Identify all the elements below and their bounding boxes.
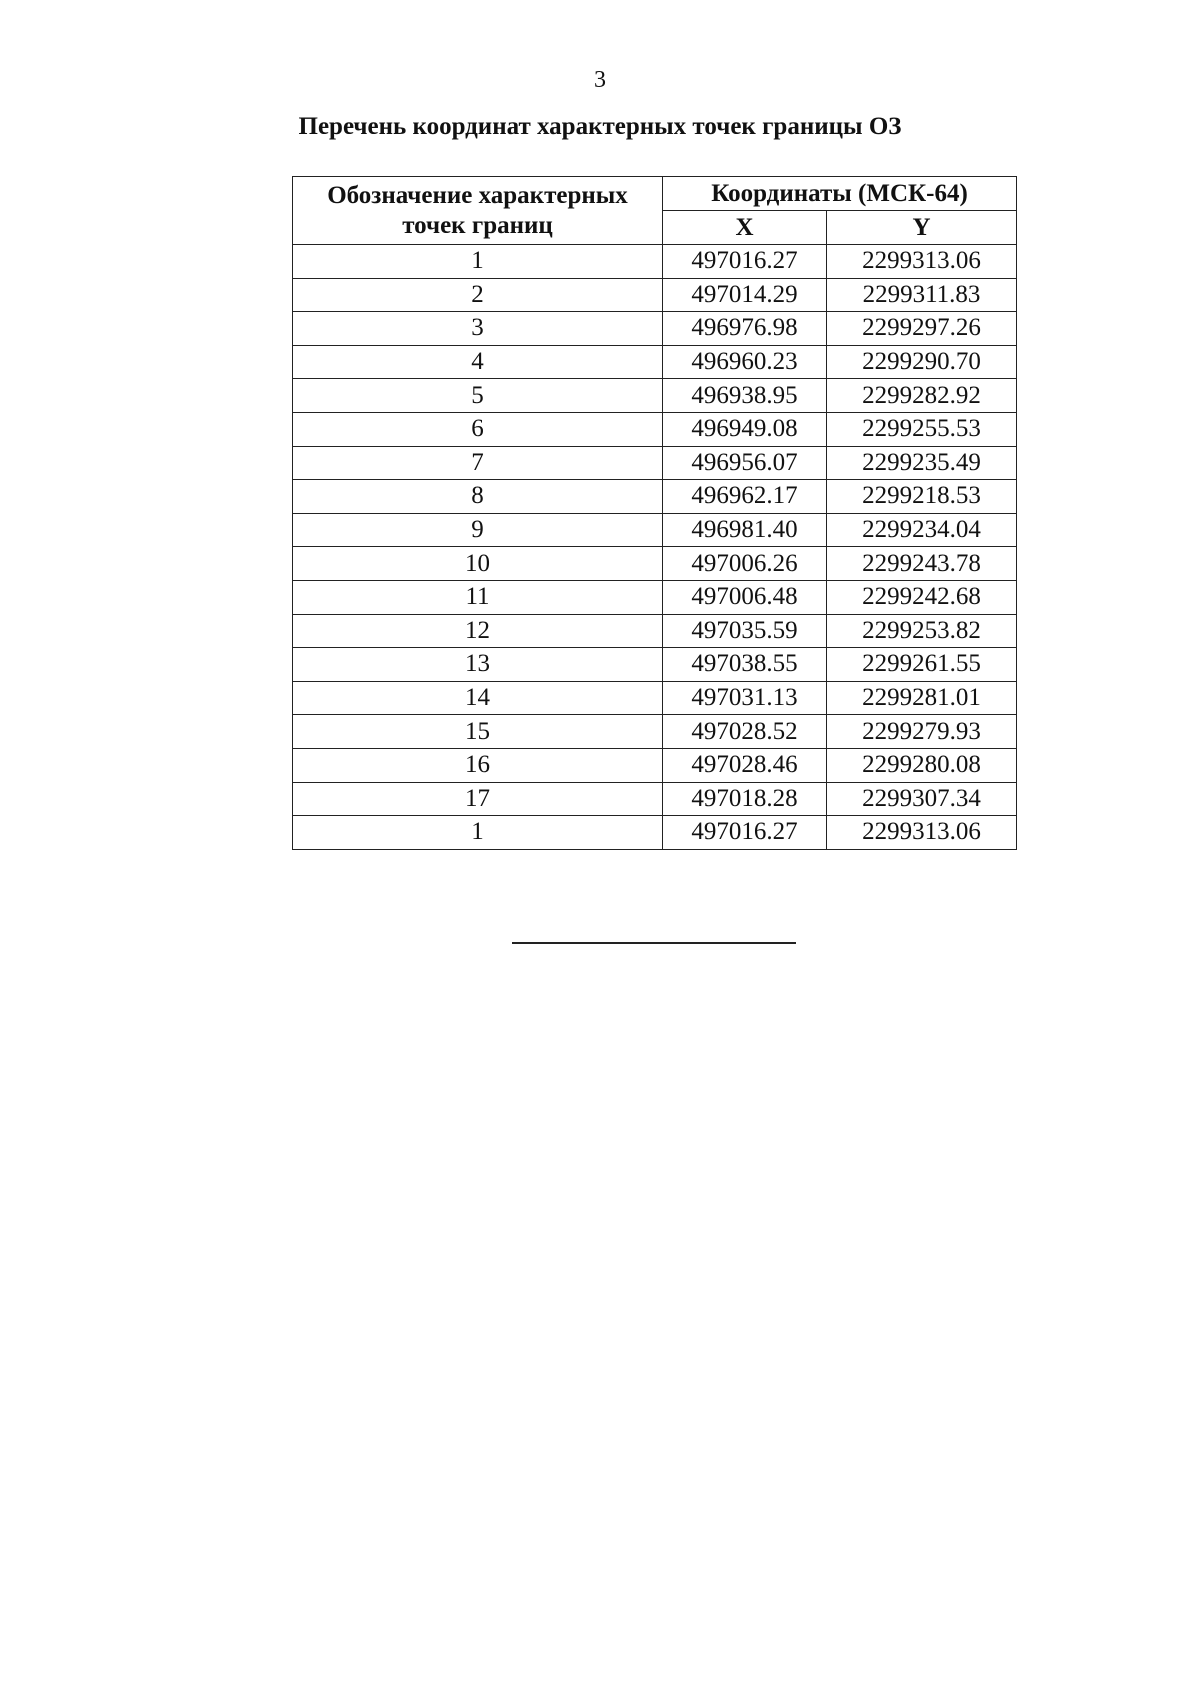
y-coordinate-cell: 2299313.06 xyxy=(827,245,1017,279)
table-row xyxy=(293,480,1017,514)
x-coordinate-cell: 497028.52 xyxy=(663,715,827,749)
y-coordinate-cell: 2299282.92 xyxy=(827,379,1017,413)
table-row xyxy=(293,681,1017,715)
point-cell: 7 xyxy=(293,446,663,480)
x-coordinate-cell: 497028.46 xyxy=(663,748,827,782)
closing-rule xyxy=(512,942,796,944)
x-coordinate-cell: 496976.98 xyxy=(663,312,827,346)
point-cell: 17 xyxy=(293,782,663,816)
table-row xyxy=(293,412,1017,446)
table-body xyxy=(293,245,1017,850)
y-coordinate-cell: 2299297.26 xyxy=(827,312,1017,346)
table-row xyxy=(293,547,1017,581)
header-point-designation: Обозначение характерных точек границ xyxy=(293,177,663,245)
y-coordinate-cell: 2299280.08 xyxy=(827,748,1017,782)
table-row xyxy=(293,580,1017,614)
x-coordinate-cell: 497006.48 xyxy=(663,580,827,614)
y-coordinate-cell: 2299311.83 xyxy=(827,278,1017,312)
point-cell: 13 xyxy=(293,648,663,682)
point-cell: 11 xyxy=(293,580,663,614)
x-coordinate-cell: 497014.29 xyxy=(663,278,827,312)
table-header xyxy=(293,177,1017,245)
x-coordinate-cell: 497018.28 xyxy=(663,782,827,816)
point-cell: 3 xyxy=(293,312,663,346)
table-row xyxy=(293,245,1017,279)
y-coordinate-cell: 2299261.55 xyxy=(827,648,1017,682)
y-coordinate-cell: 2299243.78 xyxy=(827,547,1017,581)
point-cell: 1 xyxy=(293,245,663,279)
table-row xyxy=(293,379,1017,413)
y-coordinate-cell: 2299307.34 xyxy=(827,782,1017,816)
y-coordinate-cell: 2299234.04 xyxy=(827,513,1017,547)
header-y: Y xyxy=(827,211,1017,245)
document-title: Перечень координат характерных точек границы ОЗ xyxy=(298,113,902,140)
header-coordinates-group: Координаты (МСК-64) xyxy=(663,177,1017,211)
x-coordinate-cell: 496960.23 xyxy=(663,345,827,379)
x-coordinate-cell: 497035.59 xyxy=(663,614,827,648)
point-cell: 2 xyxy=(293,278,663,312)
x-coordinate-cell: 496938.95 xyxy=(663,379,827,413)
x-coordinate-cell: 496949.08 xyxy=(663,412,827,446)
page-number: 3 xyxy=(594,67,606,93)
x-coordinate-cell: 496956.07 xyxy=(663,446,827,480)
x-coordinate-cell: 497016.27 xyxy=(663,245,827,279)
point-cell: 16 xyxy=(293,748,663,782)
table-row xyxy=(293,345,1017,379)
table-row xyxy=(293,816,1017,850)
table-row xyxy=(293,782,1017,816)
point-cell: 1 xyxy=(293,816,663,850)
table-row xyxy=(293,648,1017,682)
y-coordinate-cell: 2299279.93 xyxy=(827,715,1017,749)
point-cell: 8 xyxy=(293,480,663,514)
point-cell: 6 xyxy=(293,412,663,446)
point-cell: 10 xyxy=(293,547,663,581)
x-coordinate-cell: 497006.26 xyxy=(663,547,827,581)
point-cell: 15 xyxy=(293,715,663,749)
y-coordinate-cell: 2299290.70 xyxy=(827,345,1017,379)
point-cell: 12 xyxy=(293,614,663,648)
x-coordinate-cell: 497038.55 xyxy=(663,648,827,682)
y-coordinate-cell: 2299255.53 xyxy=(827,412,1017,446)
point-cell: 4 xyxy=(293,345,663,379)
header-x: X xyxy=(663,211,827,245)
table-row xyxy=(293,715,1017,749)
table-row xyxy=(293,278,1017,312)
point-cell: 5 xyxy=(293,379,663,413)
table-row xyxy=(293,748,1017,782)
table-row xyxy=(293,513,1017,547)
y-coordinate-cell: 2299242.68 xyxy=(827,580,1017,614)
x-coordinate-cell: 496981.40 xyxy=(663,513,827,547)
y-coordinate-cell: 2299218.53 xyxy=(827,480,1017,514)
coordinates-table xyxy=(292,176,1017,850)
table-row xyxy=(293,446,1017,480)
table-row xyxy=(293,614,1017,648)
x-coordinate-cell: 497031.13 xyxy=(663,681,827,715)
y-coordinate-cell: 2299235.49 xyxy=(827,446,1017,480)
point-cell: 9 xyxy=(293,513,663,547)
x-coordinate-cell: 496962.17 xyxy=(663,480,827,514)
y-coordinate-cell: 2299313.06 xyxy=(827,816,1017,850)
y-coordinate-cell: 2299281.01 xyxy=(827,681,1017,715)
table-row xyxy=(293,312,1017,346)
point-cell: 14 xyxy=(293,681,663,715)
y-coordinate-cell: 2299253.82 xyxy=(827,614,1017,648)
x-coordinate-cell: 497016.27 xyxy=(663,816,827,850)
